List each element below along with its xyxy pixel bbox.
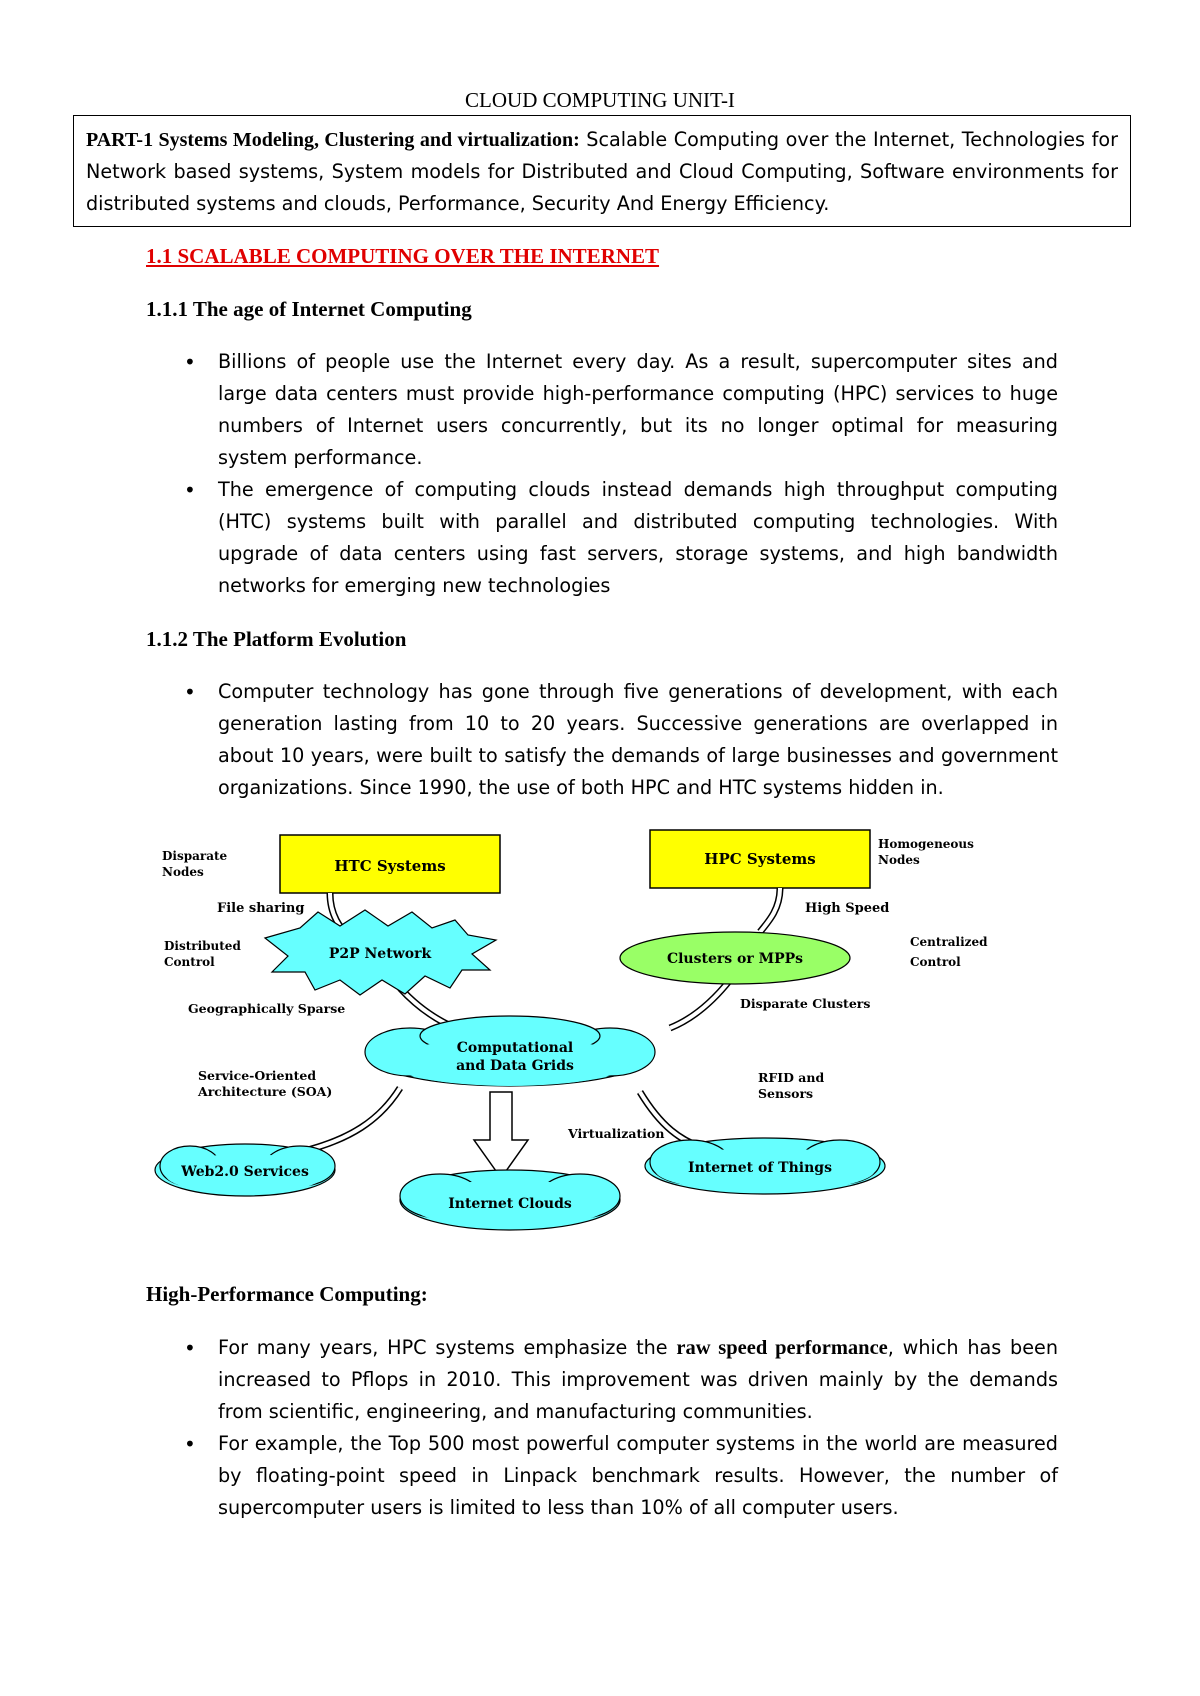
soa-label-1: Service-Oriented xyxy=(198,1068,317,1083)
arrow-grids-to-clouds xyxy=(474,1092,528,1178)
page-title: CLOUD COMPUTING UNIT-I xyxy=(465,88,735,112)
section-heading-1-1-2: 1.1.2 The Platform Evolution xyxy=(146,627,407,651)
geographically-sparse-label: Geographically Sparse xyxy=(188,1001,346,1016)
platform-evolution-diagram xyxy=(150,830,988,1250)
hpc-bullet-1-pre: For many years, HPC systems emphasize the xyxy=(218,1336,677,1359)
rfid-label-1: RFID and xyxy=(758,1070,825,1085)
clusters-label: Clusters or MPPs xyxy=(666,951,804,967)
hpc-bullet-1-bold: raw speed performance xyxy=(676,1337,888,1359)
disparate-nodes-label-1: Disparate xyxy=(162,849,228,863)
homogeneous-nodes-label-1: Homogeneous xyxy=(878,837,974,851)
distributed-control-label-1: Distributed xyxy=(164,939,241,953)
list-item: • Billions of people use the Internet every day. As a result, supercomputer sites and large data centers must provide high-performance computing (HPC) services to huge numbers of Internet users concurrently, but its no longer optimal for measuring system performance. xyxy=(146,346,1058,474)
list-item: • Computer technology has gone through five generations of development, with each generation lasting from 10 to 20 years. Successive generations are overlapped in about 10 years, were built to satisfy the demands of large businesses and government organizations. Since 1990, the use of both HPC and HTC systems hidden in. xyxy=(146,676,1058,804)
intro-lead: PART-1 Systems Modeling, Clustering and virtualization: xyxy=(86,129,580,151)
file-sharing-label: File sharing xyxy=(217,901,305,916)
web2-label: Web2.0 Services xyxy=(181,1164,309,1180)
section-heading-1-1-1: 1.1.1 The age of Internet Computing xyxy=(146,297,472,321)
intro-text: Scalable Computing over the Internet, Technologies for Network based systems, System models for Distributed and Cloud Computing, Software environments for distributed systems and clouds, Performance, Security And Energy Efficiency. xyxy=(86,128,1118,215)
high-speed-label: High Speed xyxy=(805,901,890,916)
list-item: • The emergence of computing clouds instead demands high throughput computing (HTC) systems built with parallel and distributed computing technologies. With upgrade of data centers using fast servers, storage systems, and high bandwidth networks for emerging new technologies xyxy=(146,474,1058,602)
distributed-control-label-2: Control xyxy=(164,955,215,969)
bullet-list-1-1-2 xyxy=(146,676,1058,804)
disparate-nodes-label-2: Nodes xyxy=(162,865,204,879)
centralized-control-label-2: Control xyxy=(910,955,961,969)
hpc-bullet-1-post: , which has been increased to Pflops in 2010. This improvement was driven mainly by the demands from scientific, engineering, and manufacturing communities. xyxy=(218,1336,1058,1423)
centralized-control-label-1: Centralized xyxy=(910,935,988,949)
grids-label-2: and Data Grids xyxy=(456,1058,574,1074)
list-item xyxy=(146,1332,1058,1428)
htc-systems-label: HTC Systems xyxy=(334,857,446,875)
rfid-label-2: Sensors xyxy=(758,1086,814,1101)
bullet-list-hpc xyxy=(146,1332,1058,1524)
p2p-network-label: P2P Network xyxy=(328,946,432,962)
section-heading-hpc: High-Performance Computing: xyxy=(146,1282,428,1306)
homogeneous-nodes-label-2: Nodes xyxy=(878,853,920,867)
list-item: • For example, the Top 500 most powerful computer systems in the world are measured by floating-point speed in Linpack benchmark results. However, the number of supercomputer users is limited to less than 10% of all computer users. xyxy=(146,1428,1058,1524)
soa-label-2: Architecture (SOA) xyxy=(198,1084,333,1099)
bullet-list-1-1-1 xyxy=(146,346,1058,602)
hpc-systems-label: HPC Systems xyxy=(704,850,816,868)
arrow-clusters-to-grids xyxy=(670,980,730,1028)
section-heading-1-1: 1.1 SCALABLE COMPUTING OVER THE INTERNET xyxy=(146,244,660,268)
disparate-clusters-label: Disparate Clusters xyxy=(740,996,871,1011)
intro-box xyxy=(73,115,1131,227)
iot-label: Internet of Things xyxy=(688,1160,832,1176)
grids-label-1: Computational xyxy=(456,1040,574,1056)
virtualization-label: Virtualization xyxy=(568,1126,665,1141)
internet-clouds-label: Internet Clouds xyxy=(448,1196,572,1212)
